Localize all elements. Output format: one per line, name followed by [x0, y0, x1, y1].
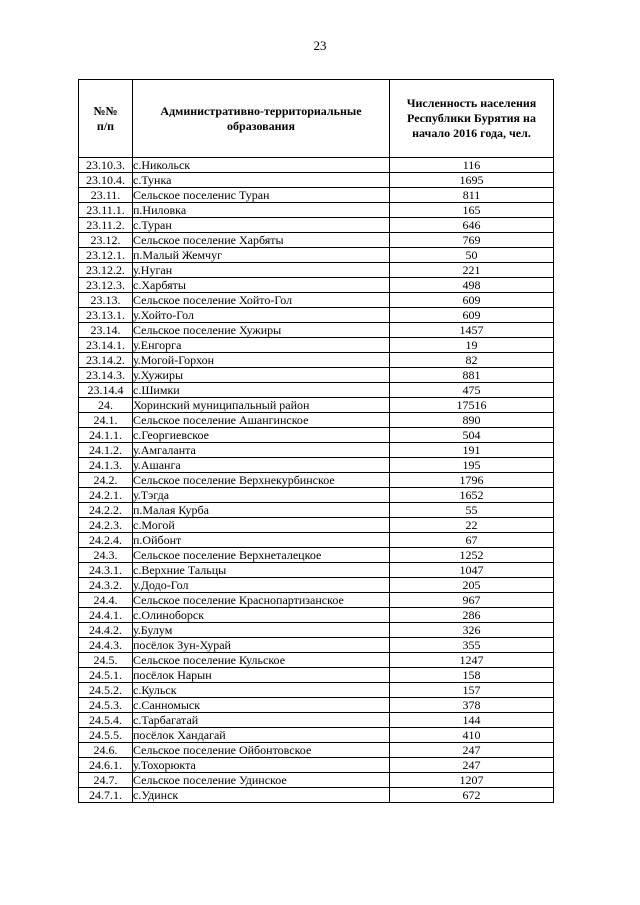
- row-name-cell: Сельское поселение Ашангинское: [133, 413, 390, 428]
- table-row: [79, 248, 554, 263]
- row-number-cell: 23.10.4.: [79, 173, 133, 188]
- table-row: [79, 638, 554, 653]
- table-row: [79, 398, 554, 413]
- row-population-cell: 17516: [390, 398, 554, 413]
- row-name-cell: с.Никольск: [133, 158, 390, 173]
- header-name: [133, 80, 390, 158]
- row-population-cell: 55: [390, 503, 554, 518]
- row-population-cell: 205: [390, 578, 554, 593]
- row-number-cell: 24.5.5.: [79, 728, 133, 743]
- row-name-cell: п.Малая Курба: [133, 503, 390, 518]
- row-number-cell: 23.14.2.: [79, 353, 133, 368]
- row-population-cell: 195: [390, 458, 554, 473]
- table-row: [79, 683, 554, 698]
- row-population-cell: 378: [390, 698, 554, 713]
- table-row: [79, 578, 554, 593]
- row-population-cell: 82: [390, 353, 554, 368]
- header-population: [390, 80, 554, 158]
- row-name-cell: п.Ниловка: [133, 203, 390, 218]
- table-row: [79, 653, 554, 668]
- row-name-cell: Сельское поселение Ойбонтовское: [133, 743, 390, 758]
- row-number-cell: 24.2.3.: [79, 518, 133, 533]
- table-row: [79, 188, 554, 203]
- table-row: [79, 338, 554, 353]
- row-number-cell: 23.13.1.: [79, 308, 133, 323]
- row-number-cell: 24.2.1.: [79, 488, 133, 503]
- table-row: [79, 218, 554, 233]
- table-row: [79, 743, 554, 758]
- row-number-cell: 24.: [79, 398, 133, 413]
- table-row: [79, 608, 554, 623]
- row-name-cell: Сельское поселение Верхнекурбинское: [133, 473, 390, 488]
- header-num-line: п/п: [96, 118, 115, 133]
- row-name-cell: у.Енгорга: [133, 338, 390, 353]
- table-row: [79, 203, 554, 218]
- row-name-cell: Сельское поселенис Туран: [133, 188, 390, 203]
- row-name-cell: посёлок Нарын: [133, 668, 390, 683]
- table-row: [79, 758, 554, 773]
- row-name-cell: Сельское поселение Харбяты: [133, 233, 390, 248]
- row-name-cell: п.Малый Жемчуг: [133, 248, 390, 263]
- row-population-cell: 1695: [390, 173, 554, 188]
- table-row: [79, 233, 554, 248]
- row-population-cell: 1252: [390, 548, 554, 563]
- row-number-cell: 24.1.: [79, 413, 133, 428]
- table-row: [79, 713, 554, 728]
- row-name-cell: посёлок Хандагай: [133, 728, 390, 743]
- table-row: [79, 503, 554, 518]
- row-population-cell: 247: [390, 758, 554, 773]
- row-number-cell: 24.3.1.: [79, 563, 133, 578]
- row-population-cell: 1796: [390, 473, 554, 488]
- row-name-cell: с.Харбяты: [133, 278, 390, 293]
- row-number-cell: 23.11.1.: [79, 203, 133, 218]
- row-name-cell: Хоринский муниципальный район: [133, 398, 390, 413]
- row-number-cell: 23.14.4: [79, 383, 133, 398]
- row-population-cell: 158: [390, 668, 554, 683]
- row-name-cell: Сельское поселение Верхнеталецкое: [133, 548, 390, 563]
- row-name-cell: у.Нуган: [133, 263, 390, 278]
- table-row: [79, 383, 554, 398]
- table-row: [79, 533, 554, 548]
- row-number-cell: 24.2.: [79, 473, 133, 488]
- table-row: [79, 263, 554, 278]
- row-population-cell: 498: [390, 278, 554, 293]
- row-number-cell: 24.3.2.: [79, 578, 133, 593]
- row-name-cell: с.Могой: [133, 518, 390, 533]
- table-row: [79, 728, 554, 743]
- row-number-cell: 24.1.3.: [79, 458, 133, 473]
- row-name-cell: у.Ашанга: [133, 458, 390, 473]
- row-population-cell: 646: [390, 218, 554, 233]
- row-population-cell: 890: [390, 413, 554, 428]
- row-number-cell: 24.4.3.: [79, 638, 133, 653]
- row-name-cell: у.Хойто-Гол: [133, 308, 390, 323]
- row-population-cell: 50: [390, 248, 554, 263]
- row-name-cell: с.Георгиевское: [133, 428, 390, 443]
- row-name-cell: Сельское поселение Кульское: [133, 653, 390, 668]
- row-population-cell: 410: [390, 728, 554, 743]
- table-row: [79, 368, 554, 383]
- table-header-row: [79, 80, 554, 158]
- row-number-cell: 24.4.1.: [79, 608, 133, 623]
- header-num: [79, 80, 133, 158]
- row-name-cell: с.Шимки: [133, 383, 390, 398]
- row-number-cell: 24.5.2.: [79, 683, 133, 698]
- table-row: [79, 323, 554, 338]
- row-number-cell: 24.7.: [79, 773, 133, 788]
- row-number-cell: 23.14.1.: [79, 338, 133, 353]
- table-row: [79, 353, 554, 368]
- table-row: [79, 458, 554, 473]
- row-name-cell: у.Могой-Горхон: [133, 353, 390, 368]
- row-name-cell: Сельское поселение Краснопартизанское: [133, 593, 390, 608]
- row-number-cell: 23.13.: [79, 293, 133, 308]
- row-number-cell: 24.5.3.: [79, 698, 133, 713]
- row-number-cell: 23.12.3.: [79, 278, 133, 293]
- row-population-cell: 1207: [390, 773, 554, 788]
- row-population-cell: 1457: [390, 323, 554, 338]
- header-name-line: Административно-территориальные: [160, 103, 362, 118]
- row-population-cell: 1047: [390, 563, 554, 578]
- row-population-cell: 672: [390, 788, 554, 803]
- row-number-cell: 24.6.: [79, 743, 133, 758]
- population-table: [78, 79, 554, 803]
- row-population-cell: 116: [390, 158, 554, 173]
- table-row: [79, 413, 554, 428]
- row-name-cell: Сельское поселение Хужиры: [133, 323, 390, 338]
- row-number-cell: 24.5.4.: [79, 713, 133, 728]
- header-population-line: Численность населения: [406, 96, 537, 110]
- row-number-cell: 24.4.: [79, 593, 133, 608]
- header-population-line: начало 2016 года, чел.: [412, 126, 531, 140]
- row-name-cell: у.Амгаланта: [133, 443, 390, 458]
- row-population-cell: 609: [390, 308, 554, 323]
- row-number-cell: 24.5.1.: [79, 668, 133, 683]
- row-population-cell: 247: [390, 743, 554, 758]
- row-name-cell: с.Тунка: [133, 173, 390, 188]
- table-row: [79, 443, 554, 458]
- table-row: [79, 158, 554, 173]
- row-number-cell: 23.14.: [79, 323, 133, 338]
- row-name-cell: Сельское поселение Удинское: [133, 773, 390, 788]
- row-population-cell: 881: [390, 368, 554, 383]
- row-population-cell: 504: [390, 428, 554, 443]
- row-number-cell: 23.10.3.: [79, 158, 133, 173]
- table-row: [79, 563, 554, 578]
- row-population-cell: 286: [390, 608, 554, 623]
- row-population-cell: 67: [390, 533, 554, 548]
- table-row: [79, 698, 554, 713]
- row-number-cell: 24.5.: [79, 653, 133, 668]
- row-population-cell: 609: [390, 293, 554, 308]
- row-name-cell: с.Кульск: [133, 683, 390, 698]
- header-population-line: Республики Бурятия на: [407, 111, 536, 125]
- row-population-cell: 967: [390, 593, 554, 608]
- row-name-cell: у.Тохорюкта: [133, 758, 390, 773]
- row-population-cell: 191: [390, 443, 554, 458]
- row-population-cell: 22: [390, 518, 554, 533]
- table-body: [79, 158, 554, 803]
- row-population-cell: 144: [390, 713, 554, 728]
- table-row: [79, 428, 554, 443]
- table-row: [79, 518, 554, 533]
- table-row: [79, 308, 554, 323]
- table-row: [79, 173, 554, 188]
- row-population-cell: 1652: [390, 488, 554, 503]
- table-row: [79, 473, 554, 488]
- row-population-cell: 355: [390, 638, 554, 653]
- row-number-cell: 24.4.2.: [79, 623, 133, 638]
- row-number-cell: 24.1.2.: [79, 443, 133, 458]
- row-number-cell: 23.12.2.: [79, 263, 133, 278]
- row-name-cell: у.Тэгда: [133, 488, 390, 503]
- row-number-cell: 23.11.: [79, 188, 133, 203]
- row-population-cell: 157: [390, 683, 554, 698]
- row-name-cell: с.Туран: [133, 218, 390, 233]
- row-name-cell: п.Ойбонт: [133, 533, 390, 548]
- row-population-cell: 326: [390, 623, 554, 638]
- table-row: [79, 668, 554, 683]
- row-population-cell: 769: [390, 233, 554, 248]
- row-number-cell: 23.11.2.: [79, 218, 133, 233]
- table-row: [79, 773, 554, 788]
- page-number: 23: [313, 38, 327, 53]
- row-population-cell: 811: [390, 188, 554, 203]
- table-row: [79, 623, 554, 638]
- row-population-cell: 165: [390, 203, 554, 218]
- row-number-cell: 24.3.: [79, 548, 133, 563]
- row-name-cell: с.Олиноборск: [133, 608, 390, 623]
- row-name-cell: у.Додо-Гол: [133, 578, 390, 593]
- row-name-cell: с.Удинск: [133, 788, 390, 803]
- row-name-cell: у.Хужиры: [133, 368, 390, 383]
- table-row: [79, 488, 554, 503]
- row-number-cell: 23.14.3.: [79, 368, 133, 383]
- row-name-cell: с.Верхние Тальцы: [133, 563, 390, 578]
- row-name-cell: посёлок Зун-Хурай: [133, 638, 390, 653]
- row-name-cell: с.Санномыск: [133, 698, 390, 713]
- table-row: [79, 593, 554, 608]
- row-name-cell: Сельское поселение Хойто-Гол: [133, 293, 390, 308]
- row-number-cell: 24.2.4.: [79, 533, 133, 548]
- row-population-cell: 221: [390, 263, 554, 278]
- row-number-cell: 24.6.1.: [79, 758, 133, 773]
- row-number-cell: 24.2.2.: [79, 503, 133, 518]
- row-population-cell: 1247: [390, 653, 554, 668]
- row-name-cell: у.Булум: [133, 623, 390, 638]
- header-name-line: образования: [227, 118, 295, 133]
- header-num-line: №№: [93, 103, 118, 118]
- row-number-cell: 24.1.1.: [79, 428, 133, 443]
- row-number-cell: 24.7.1.: [79, 788, 133, 803]
- row-population-cell: 19: [390, 338, 554, 353]
- row-number-cell: 23.12.1.: [79, 248, 133, 263]
- row-population-cell: 475: [390, 383, 554, 398]
- row-name-cell: с.Тарбагатай: [133, 713, 390, 728]
- row-number-cell: 23.12.: [79, 233, 133, 248]
- table-row: [79, 548, 554, 563]
- table-row: [79, 278, 554, 293]
- table-row: [79, 788, 554, 803]
- table-row: [79, 293, 554, 308]
